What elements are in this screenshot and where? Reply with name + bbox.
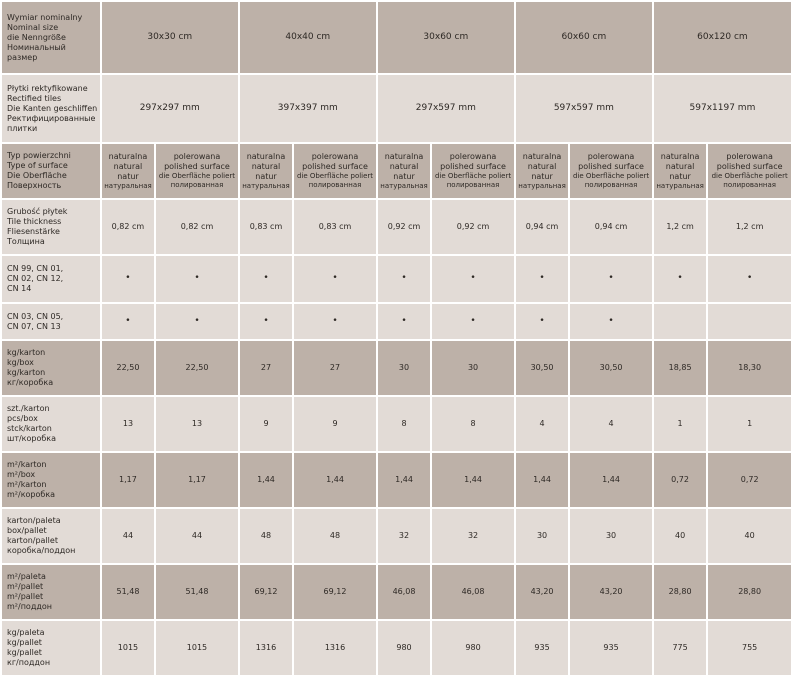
surface-line: die Oberfläche poliert: [296, 172, 374, 181]
label-line: kg/box: [7, 358, 34, 367]
label-line: kg/paleta: [7, 628, 45, 637]
m2_box-label: [2, 453, 100, 507]
surface-line: natur: [669, 171, 691, 181]
label-line: stck/karton: [7, 424, 52, 433]
label-line: Nominal size: [7, 22, 59, 32]
label-line: CN 07, CN 13: [7, 321, 61, 331]
box_pallet-value: 40: [708, 509, 791, 563]
thickness-value: 0,92 cm: [378, 200, 430, 254]
surface-line: натуральная: [104, 181, 152, 190]
rectified-value: 397x397 mm: [240, 75, 376, 142]
cn2-label: [2, 304, 100, 339]
m2_pallet-value: 51,48: [102, 565, 154, 619]
surface-line: naturalna: [246, 151, 286, 161]
kg_box-value: 27: [240, 341, 292, 395]
label-line: m²/paleta: [7, 572, 46, 581]
thickness-value: 0,94 cm: [570, 200, 652, 254]
surface-polished: [708, 144, 791, 198]
cn2-value: [654, 304, 706, 339]
surface-line: naturalna: [522, 151, 562, 161]
label-line: pcs/box: [7, 414, 38, 423]
label-line: kg/karton: [7, 368, 46, 377]
label-line: Номинальный: [7, 42, 66, 52]
cn1-value: •: [516, 256, 568, 302]
kg_box-row: [2, 341, 791, 395]
label-line: box/pallet: [7, 526, 47, 535]
kg_pallet-value: 1015: [102, 621, 154, 675]
cn1-value: •: [708, 256, 791, 302]
box_pallet-value: 30: [570, 509, 652, 563]
kg_pallet-value: 980: [378, 621, 430, 675]
nominal-value: 60x60 cm: [516, 2, 652, 73]
m2_box-value: 0,72: [654, 453, 706, 507]
label-line: размер: [7, 52, 38, 62]
label-line: karton/pallet: [7, 536, 58, 545]
pcs_box-value: 8: [432, 397, 514, 451]
m2_pallet-value: 46,08: [432, 565, 514, 619]
label-line: m²/pallet: [7, 592, 44, 601]
label-line: Толщина: [7, 237, 45, 246]
cn2-value: •: [570, 304, 652, 339]
pcs_box-value: 13: [102, 397, 154, 451]
surface-line: natur: [393, 171, 415, 181]
nominal-value: 30x60 cm: [378, 2, 514, 73]
surface-polished: [432, 144, 514, 198]
cn2-value: •: [516, 304, 568, 339]
thickness-label: [2, 200, 100, 254]
surface-natural: [240, 144, 292, 198]
surface-line: полированная: [170, 181, 224, 189]
nominal-value: 40x40 cm: [240, 2, 376, 73]
kg_pallet-row: [2, 621, 791, 675]
label-line: kg/karton: [7, 348, 46, 357]
label-line: Wymiar nominalny: [7, 12, 83, 22]
surface-natural: [102, 144, 154, 198]
surface-line: natural: [251, 161, 281, 171]
label-line: m²/pallet: [7, 582, 44, 591]
m2_box-value: 1,44: [432, 453, 514, 507]
thickness-value: 0,83 cm: [294, 200, 376, 254]
label-line: kg/pallet: [7, 638, 42, 647]
cn1-value: •: [240, 256, 292, 302]
cn2-value: •: [294, 304, 376, 339]
m2_box-value: 1,17: [156, 453, 238, 507]
label-line: Die Oberfläche: [7, 171, 67, 180]
thickness-value: 0,83 cm: [240, 200, 292, 254]
surface-line: natural: [665, 161, 695, 171]
surface-natural: [378, 144, 430, 198]
kg_pallet-value: 1316: [240, 621, 292, 675]
nominal-label: [2, 2, 100, 73]
m2_box-value: 1,44: [378, 453, 430, 507]
thickness-value: 0,82 cm: [156, 200, 238, 254]
surface-line: naturalna: [108, 151, 148, 161]
box_pallet-value: 32: [378, 509, 430, 563]
rectified-value: 597x1197 mm: [654, 75, 791, 142]
nominal-value: 60x120 cm: [654, 2, 791, 73]
pcs_box-value: 4: [516, 397, 568, 451]
label-line: kg/pallet: [7, 648, 42, 657]
pcs_box-value: 4: [570, 397, 652, 451]
label-line: szt./karton: [7, 404, 50, 413]
surface-line: die Oberfläche poliert: [711, 172, 788, 181]
kg_box-value: 18,30: [708, 341, 791, 395]
surface-line: натуральная: [380, 181, 428, 190]
surface-line: natur: [117, 171, 139, 181]
surface-line: натуральная: [242, 181, 290, 190]
cn1-value: •: [654, 256, 706, 302]
surface-line: die Oberfläche poliert: [158, 172, 236, 181]
cn2-row: [2, 304, 791, 339]
label-line: m²/коробка: [7, 490, 56, 499]
kg_pallet-value: 1015: [156, 621, 238, 675]
surface-line: die Oberfläche poliert: [573, 172, 650, 181]
surface-line: полированная: [584, 181, 638, 189]
box_pallet-value: 40: [654, 509, 706, 563]
label-line: m²/karton: [7, 460, 47, 469]
thickness-value: 0,82 cm: [102, 200, 154, 254]
label-line: кг/коробка: [7, 378, 54, 387]
m2_box-value: 1,44: [570, 453, 652, 507]
m2_pallet-value: 28,80: [654, 565, 706, 619]
pcs_box-value: 9: [240, 397, 292, 451]
kg_box-value: 30,50: [516, 341, 568, 395]
label-line: karton/paleta: [7, 516, 61, 525]
box_pallet-value: 30: [516, 509, 568, 563]
m2_pallet-value: 46,08: [378, 565, 430, 619]
surface-line: natural: [389, 161, 419, 171]
label-line: Ректифицированные: [7, 113, 96, 123]
label-line: Rectified tiles: [7, 93, 62, 103]
cn1-row: [2, 256, 791, 302]
kg_pallet-label: [2, 621, 100, 675]
surface-line: natural: [113, 161, 143, 171]
m2_pallet-value: 43,20: [570, 565, 652, 619]
thickness-value: 0,94 cm: [516, 200, 568, 254]
cn2-value: •: [102, 304, 154, 339]
label-line: CN 02, CN 12,: [7, 274, 64, 283]
pcs_box-value: 1: [654, 397, 706, 451]
label-line: Fliesenstärke: [7, 227, 60, 236]
label-line: Die Kanten geschliffen: [7, 103, 98, 113]
m2_box-value: 1,17: [102, 453, 154, 507]
pcs_box-value: 8: [378, 397, 430, 451]
label-line: Поверхность: [7, 181, 62, 190]
cn1-value: •: [294, 256, 376, 302]
cn1-label: [2, 256, 100, 302]
m2_box-value: 1,44: [240, 453, 292, 507]
kg_pallet-value: 755: [708, 621, 791, 675]
thickness-row: [2, 200, 791, 254]
surface-line: полированная: [723, 181, 776, 189]
m2_pallet-row: [2, 565, 791, 619]
kg_box-value: 30: [432, 341, 514, 395]
pcs_box-row: [2, 397, 791, 451]
surface-line: naturalna: [660, 151, 700, 161]
label-line: кг/поддон: [7, 658, 51, 667]
surface-line: полированная: [308, 181, 362, 189]
surface-line: polished surface: [302, 162, 368, 172]
cn2-value: •: [156, 304, 238, 339]
cn1-value: •: [102, 256, 154, 302]
label-line: die Nenngröße: [7, 32, 66, 42]
m2_box-value: 0,72: [708, 453, 791, 507]
m2_pallet-value: 69,12: [240, 565, 292, 619]
kg_pallet-value: 935: [516, 621, 568, 675]
m2_box-value: 1,44: [294, 453, 376, 507]
kg_pallet-value: 775: [654, 621, 706, 675]
thickness-value: 0,92 cm: [432, 200, 514, 254]
kg_box-value: 30,50: [570, 341, 652, 395]
surface-line: polerowana: [311, 152, 359, 162]
kg_box-value: 27: [294, 341, 376, 395]
cn2-value: •: [378, 304, 430, 339]
label-line: шт/коробка: [7, 434, 57, 443]
surface-line: natural: [527, 161, 557, 171]
pcs_box-value: 9: [294, 397, 376, 451]
label-line: CN 99, CN 01,: [7, 264, 64, 273]
kg_pallet-value: 980: [432, 621, 514, 675]
rectified-value: 297x597 mm: [378, 75, 514, 142]
surface-polished: [294, 144, 376, 198]
surface-line: polerowana: [726, 152, 773, 162]
rectified-value: 297x297 mm: [102, 75, 238, 142]
surface-line: polished surface: [716, 162, 783, 172]
pcs_box-value: 13: [156, 397, 238, 451]
cn2-value: •: [240, 304, 292, 339]
surface-line: полированная: [446, 181, 500, 189]
kg_pallet-value: 1316: [294, 621, 376, 675]
surface-line: polished surface: [440, 162, 506, 172]
thickness-value: 1,2 cm: [654, 200, 706, 254]
surface-label: [2, 144, 100, 198]
surface-line: polerowana: [173, 152, 221, 162]
m2_pallet-value: 28,80: [708, 565, 791, 619]
label-line: CN 03, CN 05,: [7, 311, 64, 321]
thickness-value: 1,2 cm: [708, 200, 791, 254]
cn1-value: •: [432, 256, 514, 302]
nominal-value: 30x30 cm: [102, 2, 238, 73]
m2_pallet-value: 69,12: [294, 565, 376, 619]
kg_box-value: 22,50: [156, 341, 238, 395]
label-line: m²/поддон: [7, 602, 53, 611]
surface-line: natur: [531, 171, 553, 181]
box_pallet-value: 48: [240, 509, 292, 563]
box_pallet-row: [2, 509, 791, 563]
kg_pallet-value: 935: [570, 621, 652, 675]
box_pallet-value: 32: [432, 509, 514, 563]
rectified-label: [2, 75, 100, 142]
surface-row: [2, 144, 791, 198]
surface-line: polerowana: [449, 152, 497, 162]
rectified-row: [2, 75, 791, 142]
surface-line: natur: [255, 171, 277, 181]
surface-polished: [570, 144, 652, 198]
surface-line: polished surface: [164, 162, 230, 172]
m2_pallet-label: [2, 565, 100, 619]
cn2-value: [708, 304, 791, 339]
surface-line: натуральная: [518, 181, 566, 190]
cn1-value: •: [156, 256, 238, 302]
kg_box-value: 18,85: [654, 341, 706, 395]
cn1-value: •: [378, 256, 430, 302]
box_pallet-value: 44: [156, 509, 238, 563]
m2_box-value: 1,44: [516, 453, 568, 507]
surface-line: naturalna: [384, 151, 424, 161]
label-line: m²/box: [7, 470, 36, 479]
label-line: Tile thickness: [7, 217, 62, 226]
surface-natural: [516, 144, 568, 198]
rectified-value: 597x597 mm: [516, 75, 652, 142]
box_pallet-value: 44: [102, 509, 154, 563]
surface-line: polerowana: [587, 152, 635, 162]
label-line: коробка/поддон: [7, 546, 76, 555]
kg_box-label: [2, 341, 100, 395]
label-line: Płytki rektyfikowane: [7, 83, 88, 93]
label-line: Type of surface: [7, 161, 68, 170]
surface-natural: [654, 144, 706, 198]
label-line: CN 14: [7, 284, 32, 293]
label-line: плитки: [7, 123, 38, 133]
kg_box-value: 30: [378, 341, 430, 395]
nominal-row: [2, 2, 791, 73]
m2_box-row: [2, 453, 791, 507]
surface-polished: [156, 144, 238, 198]
cn1-value: •: [570, 256, 652, 302]
label-line: Grubość płytek: [7, 207, 68, 216]
m2_pallet-value: 51,48: [156, 565, 238, 619]
surface-line: натуральная: [656, 181, 704, 190]
label-line: Typ powierzchni: [7, 151, 71, 160]
surface-line: polished surface: [578, 162, 644, 172]
kg_box-value: 22,50: [102, 341, 154, 395]
pcs_box-label: [2, 397, 100, 451]
box_pallet-label: [2, 509, 100, 563]
box_pallet-value: 48: [294, 509, 376, 563]
m2_pallet-value: 43,20: [516, 565, 568, 619]
pcs_box-value: 1: [708, 397, 791, 451]
surface-line: die Oberfläche poliert: [434, 172, 512, 181]
label-line: m²/karton: [7, 480, 47, 489]
cn2-value: •: [432, 304, 514, 339]
